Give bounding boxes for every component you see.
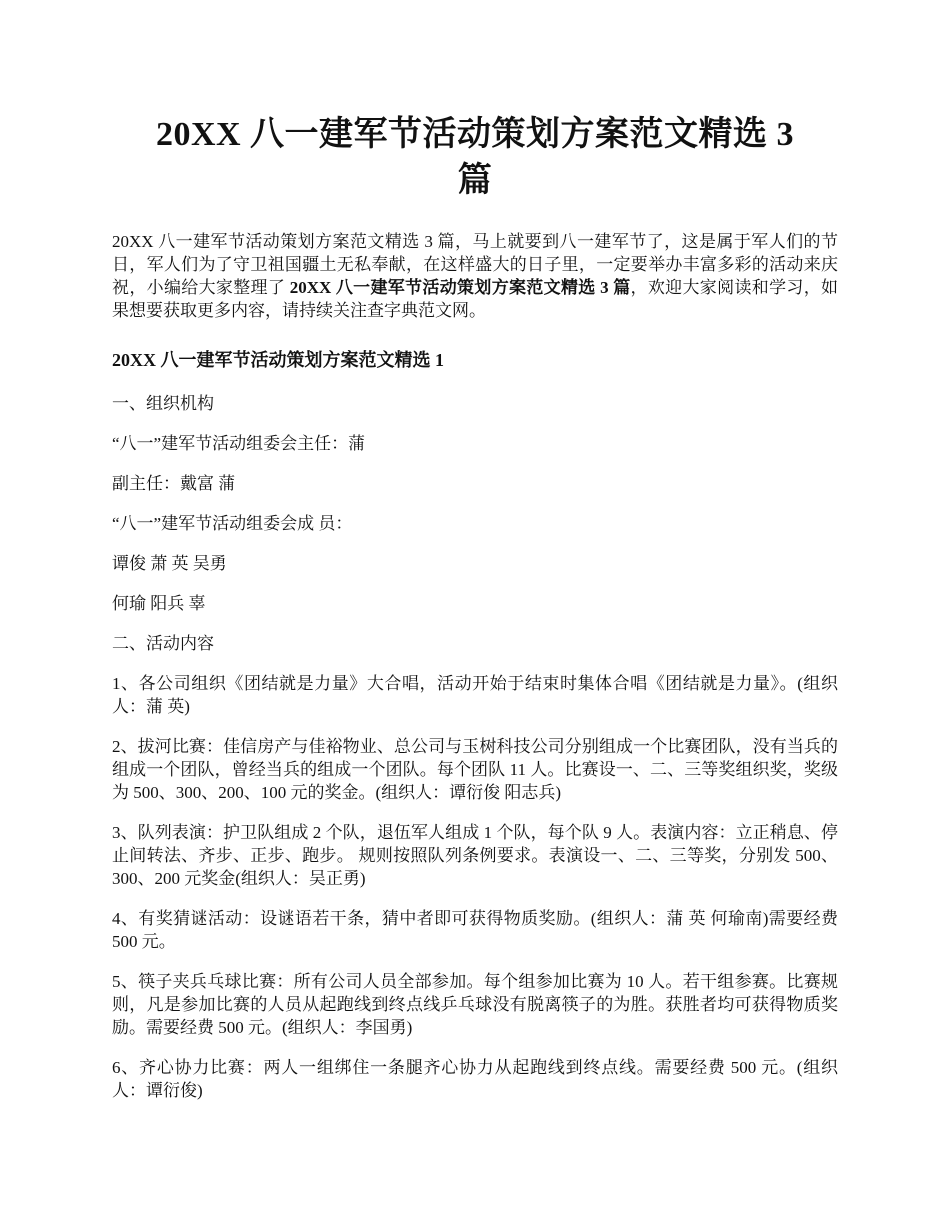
paragraph-committee-director: “八一”建军节活动组委会主任：蒲: [112, 434, 366, 453]
paragraph-activity-5: 5、筷子夹兵乓球比赛：所有公司人员全部参加。每个组参加比赛为 10 人。若干组参赛。比赛规则，凡是参加比赛的人员从起跑线到终点线乒乓球没有脱离筷子的为胜。获胜者均可获得物质奖励。需要经费 500 元。(组织人：李国勇): [112, 972, 838, 1037]
intro-text-start: 20XX 八一建军节活动策划方案范文精选 3 篇，马上就要到八一建军节了，这是属于军人们的节日，军人们为了守卫祖国疆土无私奉献，在这样盛大的日子里，一定要举办丰富多彩的活动来庆祝，小编给大家整理了: [112, 232, 838, 297]
paragraph-activity-4: 4、有奖猜谜活动：设谜语若干条，猜中者即可获得物质奖励。(组织人：蒲 英 何瑜南)需要经费 500 元。: [112, 909, 838, 951]
document-title: 20XX 八一建军节活动策划方案范文精选 3 篇: [155, 116, 795, 199]
intro-paragraph: [112, 230, 838, 322]
paragraph-members-line-2: 何瑜 阳兵 辜: [112, 594, 206, 613]
paragraph-activities-heading: 二、活动内容: [112, 634, 214, 653]
intro-bold-title: 20XX 八一建军节活动策划方案范文精选 3 篇: [289, 278, 631, 297]
paragraph-vice-director: 副主任：戴富 蒲: [112, 474, 236, 493]
section-heading: 20XX 八一建军节活动策划方案范文精选 1: [112, 350, 444, 370]
paragraph-activity-2: 2、拔河比赛：佳信房产与佳裕物业、总公司与玉树科技公司分别组成一个比赛团队，没有当兵的组成一个团队，曾经当兵的组成一个团队。每个团队 11 人。比赛设一、二、三等奖组织奖，奖级为 500、300、200、100 元的奖金。(组织人：谭衍俊 阳志兵): [112, 737, 838, 802]
paragraph-organization-heading: 一、组织机构: [112, 394, 214, 413]
paragraph-activity-6: 6、齐心协力比赛：两人一组绑住一条腿齐心协力从起跑线到终点线。需要经费 500 元。(组织人：谭衍俊): [112, 1058, 838, 1100]
intro-text-end: ，欢迎大家阅读和学习，如果想要获取更多内容，请持续关注查字典范文网。: [112, 278, 839, 320]
paragraph-activity-1: 1、各公司组织《团结就是力量》大合唱，活动开始于结束时集体合唱《团结就是力量》。(组织人：蒲 英): [112, 674, 838, 716]
paragraph-members-line-1: 谭俊 萧 英 吴勇: [112, 554, 227, 573]
paragraph-activity-3: 3、队列表演：护卫队组成 2 个队，退伍军人组成 1 个队，每个队 9 人。表演内容：立正稍息、停止间转法、齐步、正步、跑步。 规则按照队列条例要求。表演设一、二、三等奖，分别发 500、300、200 元奖金(组织人：吴正勇): [112, 823, 838, 888]
paragraph-committee-members-label: “八一”建军节活动组委会成 员：: [112, 514, 353, 533]
